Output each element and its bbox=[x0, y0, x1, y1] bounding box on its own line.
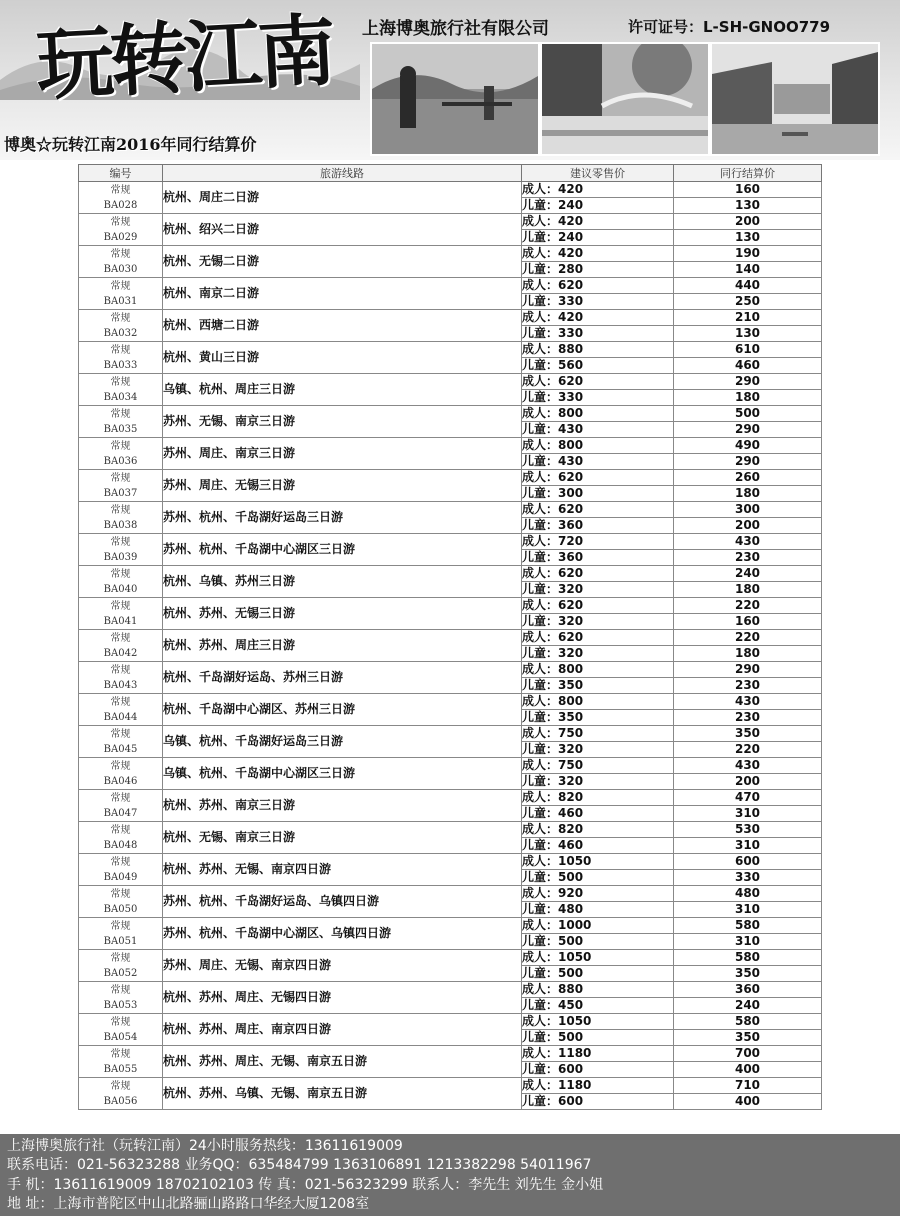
adult-retail-price: 成人：800 bbox=[522, 406, 674, 422]
child-trade-price: 230 bbox=[674, 678, 822, 694]
route-type: 常规 bbox=[110, 504, 131, 516]
child-trade-price: 290 bbox=[674, 454, 822, 470]
adult-retail-price: 成人：620 bbox=[522, 502, 674, 518]
route-code bbox=[79, 1078, 163, 1110]
route-type: 常规 bbox=[110, 472, 131, 484]
route-type: 常规 bbox=[110, 792, 131, 804]
route-code bbox=[79, 246, 163, 278]
adult-retail-price: 成人：420 bbox=[522, 182, 674, 198]
header-code: 编号 bbox=[79, 165, 163, 182]
adult-trade-price: 430 bbox=[674, 758, 822, 774]
route-name: 杭州、苏州、南京三日游 bbox=[163, 790, 522, 822]
child-trade-price: 350 bbox=[674, 1030, 822, 1046]
route-name: 杭州、乌镇、苏州三日游 bbox=[163, 566, 522, 598]
route-name: 杭州、苏州、乌镇、无锡、南京五日游 bbox=[163, 1078, 522, 1110]
adult-trade-price: 160 bbox=[674, 182, 822, 198]
child-trade-price: 160 bbox=[674, 614, 822, 630]
child-trade-price: 350 bbox=[674, 966, 822, 982]
route-name: 苏州、杭州、千岛湖好运岛三日游 bbox=[163, 502, 522, 534]
table-row bbox=[79, 246, 822, 262]
route-name: 苏州、周庄、无锡三日游 bbox=[163, 470, 522, 502]
adult-trade-price: 530 bbox=[674, 822, 822, 838]
route-name: 杭州、南京二日游 bbox=[163, 278, 522, 310]
route-code bbox=[79, 502, 163, 534]
route-code bbox=[79, 182, 163, 214]
route-id: BA029 bbox=[103, 231, 138, 243]
route-id: BA039 bbox=[103, 551, 138, 563]
child-retail-price: 儿童：320 bbox=[522, 742, 674, 758]
table-row bbox=[79, 438, 822, 454]
table-row bbox=[79, 534, 822, 550]
route-id: BA042 bbox=[103, 647, 138, 659]
adult-retail-price: 成人：1180 bbox=[522, 1078, 674, 1094]
route-name: 杭州、西塘二日游 bbox=[163, 310, 522, 342]
route-type: 常规 bbox=[110, 696, 131, 708]
route-code bbox=[79, 566, 163, 598]
adult-retail-price: 成人：620 bbox=[522, 278, 674, 294]
route-id: BA054 bbox=[103, 1031, 138, 1043]
child-trade-price: 200 bbox=[674, 774, 822, 790]
route-code bbox=[79, 982, 163, 1014]
adult-retail-price: 成人：620 bbox=[522, 470, 674, 486]
child-trade-price: 130 bbox=[674, 198, 822, 214]
route-code bbox=[79, 726, 163, 758]
adult-retail-price: 成人：420 bbox=[522, 246, 674, 262]
route-id: BA033 bbox=[103, 359, 138, 371]
table-row bbox=[79, 1046, 822, 1062]
footer-address: 地 址：上海市普陀区中山北路骊山路路口华经大厦1208室 bbox=[7, 1196, 370, 1212]
adult-retail-price: 成人：620 bbox=[522, 566, 674, 582]
adult-retail-price: 成人：820 bbox=[522, 790, 674, 806]
route-id: BA032 bbox=[103, 327, 138, 339]
table-row bbox=[79, 406, 822, 422]
child-trade-price: 290 bbox=[674, 422, 822, 438]
table-row bbox=[79, 694, 822, 710]
route-type: 常规 bbox=[110, 760, 131, 772]
route-id: BA053 bbox=[103, 999, 138, 1011]
child-trade-price: 240 bbox=[674, 998, 822, 1014]
adult-retail-price: 成人：800 bbox=[522, 694, 674, 710]
child-retail-price: 儿童：430 bbox=[522, 422, 674, 438]
table-row bbox=[79, 662, 822, 678]
header-trade: 同行结算价 bbox=[674, 165, 822, 182]
route-id: BA041 bbox=[103, 615, 138, 627]
adult-retail-price: 成人：1050 bbox=[522, 1014, 674, 1030]
route-name: 苏州、无锡、南京三日游 bbox=[163, 406, 522, 438]
route-type: 常规 bbox=[110, 408, 131, 420]
route-type: 常规 bbox=[110, 568, 131, 580]
child-trade-price: 140 bbox=[674, 262, 822, 278]
child-retail-price: 儿童：500 bbox=[522, 966, 674, 982]
child-trade-price: 400 bbox=[674, 1094, 822, 1110]
table-header-row bbox=[79, 165, 822, 182]
adult-trade-price: 200 bbox=[674, 214, 822, 230]
route-code bbox=[79, 374, 163, 406]
route-id: BA052 bbox=[103, 967, 138, 979]
adult-trade-price: 610 bbox=[674, 342, 822, 358]
table-row bbox=[79, 214, 822, 230]
adult-retail-price: 成人：1000 bbox=[522, 918, 674, 934]
route-code bbox=[79, 854, 163, 886]
adult-trade-price: 350 bbox=[674, 726, 822, 742]
child-trade-price: 180 bbox=[674, 582, 822, 598]
adult-retail-price: 成人：420 bbox=[522, 310, 674, 326]
table-row bbox=[79, 950, 822, 966]
route-id: BA048 bbox=[103, 839, 138, 851]
child-retail-price: 儿童：330 bbox=[522, 390, 674, 406]
child-trade-price: 310 bbox=[674, 838, 822, 854]
table-row bbox=[79, 726, 822, 742]
route-name: 杭州、苏州、周庄、无锡四日游 bbox=[163, 982, 522, 1014]
route-name: 杭州、周庄二日游 bbox=[163, 182, 522, 214]
adult-retail-price: 成人：620 bbox=[522, 630, 674, 646]
child-retail-price: 儿童：460 bbox=[522, 838, 674, 854]
route-name: 苏州、周庄、无锡、南京四日游 bbox=[163, 950, 522, 982]
route-type: 常规 bbox=[110, 824, 131, 836]
adult-trade-price: 490 bbox=[674, 438, 822, 454]
route-type: 常规 bbox=[110, 376, 131, 388]
route-id: BA051 bbox=[103, 935, 138, 947]
route-name: 苏州、杭州、千岛湖中心湖区三日游 bbox=[163, 534, 522, 566]
route-code bbox=[79, 278, 163, 310]
route-type: 常规 bbox=[110, 536, 131, 548]
adult-retail-price: 成人：720 bbox=[522, 534, 674, 550]
contact-footer bbox=[0, 1134, 900, 1216]
child-retail-price: 儿童：560 bbox=[522, 358, 674, 374]
route-type: 常规 bbox=[110, 280, 131, 292]
adult-retail-price: 成人：800 bbox=[522, 662, 674, 678]
footer-phone-qq: 联系电话：021-56323288 业务QQ：635484799 1363106891 1213382298 54011967 bbox=[7, 1157, 592, 1173]
child-trade-price: 180 bbox=[674, 646, 822, 662]
adult-trade-price: 470 bbox=[674, 790, 822, 806]
child-retail-price: 儿童：320 bbox=[522, 646, 674, 662]
child-trade-price: 130 bbox=[674, 326, 822, 342]
route-name: 苏州、杭州、千岛湖中心湖区、乌镇四日游 bbox=[163, 918, 522, 950]
adult-trade-price: 430 bbox=[674, 694, 822, 710]
child-trade-price: 310 bbox=[674, 902, 822, 918]
child-trade-price: 460 bbox=[674, 358, 822, 374]
route-id: BA049 bbox=[103, 871, 138, 883]
route-code bbox=[79, 406, 163, 438]
route-type: 常规 bbox=[110, 312, 131, 324]
route-id: BA037 bbox=[103, 487, 138, 499]
child-retail-price: 儿童：320 bbox=[522, 774, 674, 790]
adult-trade-price: 580 bbox=[674, 1014, 822, 1030]
route-name: 苏州、周庄、南京三日游 bbox=[163, 438, 522, 470]
route-code bbox=[79, 1014, 163, 1046]
route-type: 常规 bbox=[110, 344, 131, 356]
table-body bbox=[79, 182, 822, 1110]
adult-retail-price: 成人：1050 bbox=[522, 950, 674, 966]
route-name: 杭州、苏州、无锡、南京四日游 bbox=[163, 854, 522, 886]
adult-retail-price: 成人：880 bbox=[522, 342, 674, 358]
route-id: BA046 bbox=[103, 775, 138, 787]
brand-logo: 玩转江南 bbox=[33, 5, 335, 112]
route-type: 常规 bbox=[110, 952, 131, 964]
adult-trade-price: 260 bbox=[674, 470, 822, 486]
photo-west-lake-pagodas bbox=[370, 42, 540, 156]
child-trade-price: 310 bbox=[674, 806, 822, 822]
adult-trade-price: 500 bbox=[674, 406, 822, 422]
route-name: 乌镇、杭州、千岛湖好运岛三日游 bbox=[163, 726, 522, 758]
footer-mobile-fax: 手 机：13611619009 18702102103 传 真：021-56323299 联系人：李先生 刘先生 金小姐 bbox=[7, 1177, 604, 1193]
header-banner bbox=[0, 0, 900, 160]
route-id: BA044 bbox=[103, 711, 138, 723]
route-id: BA056 bbox=[103, 1095, 138, 1107]
adult-trade-price: 480 bbox=[674, 886, 822, 902]
child-retail-price: 儿童：330 bbox=[522, 326, 674, 342]
table-row bbox=[79, 1078, 822, 1094]
route-name: 乌镇、杭州、千岛湖中心湖区三日游 bbox=[163, 758, 522, 790]
child-trade-price: 330 bbox=[674, 870, 822, 886]
photo-water-town-bridge bbox=[540, 42, 710, 156]
route-id: BA040 bbox=[103, 583, 138, 595]
child-trade-price: 310 bbox=[674, 934, 822, 950]
adult-retail-price: 成人：880 bbox=[522, 982, 674, 998]
adult-retail-price: 成人：1050 bbox=[522, 854, 674, 870]
route-id: BA031 bbox=[103, 295, 138, 307]
child-trade-price: 220 bbox=[674, 742, 822, 758]
route-type: 常规 bbox=[110, 664, 131, 676]
route-name: 杭州、无锡、南京三日游 bbox=[163, 822, 522, 854]
adult-retail-price: 成人：420 bbox=[522, 214, 674, 230]
route-code bbox=[79, 886, 163, 918]
table-row bbox=[79, 1014, 822, 1030]
child-retail-price: 儿童：360 bbox=[522, 518, 674, 534]
route-code bbox=[79, 758, 163, 790]
child-trade-price: 250 bbox=[674, 294, 822, 310]
route-type: 常规 bbox=[110, 1080, 131, 1092]
child-trade-price: 400 bbox=[674, 1062, 822, 1078]
table-row bbox=[79, 374, 822, 390]
route-type: 常规 bbox=[110, 856, 131, 868]
route-type: 常规 bbox=[110, 440, 131, 452]
child-retail-price: 儿童：500 bbox=[522, 870, 674, 886]
child-retail-price: 儿童：460 bbox=[522, 806, 674, 822]
route-code bbox=[79, 342, 163, 374]
child-retail-price: 儿童：240 bbox=[522, 230, 674, 246]
child-retail-price: 儿童：500 bbox=[522, 1030, 674, 1046]
header-route: 旅游线路 bbox=[163, 165, 522, 182]
adult-trade-price: 210 bbox=[674, 310, 822, 326]
route-type: 常规 bbox=[110, 632, 131, 644]
child-retail-price: 儿童：320 bbox=[522, 614, 674, 630]
adult-trade-price: 580 bbox=[674, 918, 822, 934]
route-id: BA030 bbox=[103, 263, 138, 275]
adult-trade-price: 220 bbox=[674, 598, 822, 614]
child-trade-price: 180 bbox=[674, 390, 822, 406]
route-name: 杭州、无锡二日游 bbox=[163, 246, 522, 278]
child-trade-price: 130 bbox=[674, 230, 822, 246]
route-name: 杭州、千岛湖中心湖区、苏州三日游 bbox=[163, 694, 522, 726]
route-code bbox=[79, 662, 163, 694]
route-type: 常规 bbox=[110, 1048, 131, 1060]
adult-trade-price: 220 bbox=[674, 630, 822, 646]
adult-trade-price: 290 bbox=[674, 374, 822, 390]
route-name: 杭州、绍兴二日游 bbox=[163, 214, 522, 246]
child-retail-price: 儿童：350 bbox=[522, 678, 674, 694]
adult-trade-price: 710 bbox=[674, 1078, 822, 1094]
route-type: 常规 bbox=[110, 984, 131, 996]
license-number: 许可证号：L-SH-GNOO779 bbox=[628, 18, 831, 36]
route-code bbox=[79, 950, 163, 982]
route-code bbox=[79, 1046, 163, 1078]
table-row bbox=[79, 630, 822, 646]
child-retail-price: 儿童：600 bbox=[522, 1062, 674, 1078]
table-row bbox=[79, 342, 822, 358]
route-code bbox=[79, 790, 163, 822]
table-row bbox=[79, 310, 822, 326]
child-retail-price: 儿童：320 bbox=[522, 582, 674, 598]
route-type: 常规 bbox=[110, 920, 131, 932]
route-code bbox=[79, 630, 163, 662]
adult-retail-price: 成人：750 bbox=[522, 726, 674, 742]
route-code bbox=[79, 694, 163, 726]
adult-retail-price: 成人：620 bbox=[522, 374, 674, 390]
child-retail-price: 儿童：280 bbox=[522, 262, 674, 278]
adult-trade-price: 360 bbox=[674, 982, 822, 998]
adult-trade-price: 700 bbox=[674, 1046, 822, 1062]
adult-trade-price: 580 bbox=[674, 950, 822, 966]
route-id: BA038 bbox=[103, 519, 138, 531]
route-name: 杭州、苏州、无锡三日游 bbox=[163, 598, 522, 630]
route-name: 杭州、苏州、周庄、无锡、南京五日游 bbox=[163, 1046, 522, 1078]
route-type: 常规 bbox=[110, 888, 131, 900]
child-retail-price: 儿童：300 bbox=[522, 486, 674, 502]
header-retail: 建议零售价 bbox=[522, 165, 674, 182]
adult-trade-price: 190 bbox=[674, 246, 822, 262]
table-row bbox=[79, 278, 822, 294]
company-name: 上海博奥旅行社有限公司 bbox=[362, 19, 549, 39]
child-trade-price: 230 bbox=[674, 710, 822, 726]
adult-retail-price: 成人：820 bbox=[522, 822, 674, 838]
adult-trade-price: 240 bbox=[674, 566, 822, 582]
child-retail-price: 儿童：600 bbox=[522, 1094, 674, 1110]
table-row bbox=[79, 918, 822, 934]
adult-trade-price: 430 bbox=[674, 534, 822, 550]
table-row bbox=[79, 758, 822, 774]
adult-retail-price: 成人：1180 bbox=[522, 1046, 674, 1062]
adult-trade-price: 300 bbox=[674, 502, 822, 518]
route-id: BA034 bbox=[103, 391, 138, 403]
route-code bbox=[79, 438, 163, 470]
route-type: 常规 bbox=[110, 248, 131, 260]
child-retail-price: 儿童：500 bbox=[522, 934, 674, 950]
route-type: 常规 bbox=[110, 184, 131, 196]
child-trade-price: 180 bbox=[674, 486, 822, 502]
route-name: 乌镇、杭州、周庄三日游 bbox=[163, 374, 522, 406]
route-id: BA043 bbox=[103, 679, 138, 691]
route-code bbox=[79, 822, 163, 854]
route-id: BA036 bbox=[103, 455, 138, 467]
table-row bbox=[79, 182, 822, 198]
child-retail-price: 儿童：450 bbox=[522, 998, 674, 1014]
adult-retail-price: 成人：920 bbox=[522, 886, 674, 902]
route-code bbox=[79, 598, 163, 630]
route-code bbox=[79, 918, 163, 950]
route-type: 常规 bbox=[110, 600, 131, 612]
adult-trade-price: 290 bbox=[674, 662, 822, 678]
adult-retail-price: 成人：620 bbox=[522, 598, 674, 614]
route-code bbox=[79, 470, 163, 502]
photo-canal-houses bbox=[710, 42, 880, 156]
table-row bbox=[79, 598, 822, 614]
page-subtitle: 博奥☆玩转江南2016年同行结算价 bbox=[4, 135, 257, 154]
route-code bbox=[79, 214, 163, 246]
route-name: 苏州、杭州、千岛湖好运岛、乌镇四日游 bbox=[163, 886, 522, 918]
route-id: BA050 bbox=[103, 903, 138, 915]
child-trade-price: 230 bbox=[674, 550, 822, 566]
route-id: BA055 bbox=[103, 1063, 138, 1075]
route-code bbox=[79, 534, 163, 566]
route-name: 杭州、千岛湖好运岛、苏州三日游 bbox=[163, 662, 522, 694]
adult-retail-price: 成人：800 bbox=[522, 438, 674, 454]
table-row bbox=[79, 982, 822, 998]
table-row bbox=[79, 566, 822, 582]
table-row bbox=[79, 790, 822, 806]
route-id: BA047 bbox=[103, 807, 138, 819]
route-type: 常规 bbox=[110, 1016, 131, 1028]
route-id: BA035 bbox=[103, 423, 138, 435]
route-id: BA045 bbox=[103, 743, 138, 755]
child-retail-price: 儿童：350 bbox=[522, 710, 674, 726]
route-name: 杭州、苏州、周庄三日游 bbox=[163, 630, 522, 662]
child-retail-price: 儿童：330 bbox=[522, 294, 674, 310]
route-code bbox=[79, 310, 163, 342]
adult-retail-price: 成人：750 bbox=[522, 758, 674, 774]
footer-hotline: 上海博奥旅行社（玩转江南）24小时服务热线：13611619009 bbox=[7, 1138, 403, 1154]
child-trade-price: 200 bbox=[674, 518, 822, 534]
table-row bbox=[79, 502, 822, 518]
child-retail-price: 儿童：480 bbox=[522, 902, 674, 918]
table-row bbox=[79, 822, 822, 838]
route-name: 杭州、黄山三日游 bbox=[163, 342, 522, 374]
route-type: 常规 bbox=[110, 728, 131, 740]
route-name: 杭州、苏州、周庄、南京四日游 bbox=[163, 1014, 522, 1046]
table-row bbox=[79, 470, 822, 486]
route-type: 常规 bbox=[110, 216, 131, 228]
child-retail-price: 儿童：430 bbox=[522, 454, 674, 470]
child-retail-price: 儿童：360 bbox=[522, 550, 674, 566]
child-retail-price: 儿童：240 bbox=[522, 198, 674, 214]
adult-trade-price: 600 bbox=[674, 854, 822, 870]
table-row bbox=[79, 886, 822, 902]
table-row bbox=[79, 854, 822, 870]
adult-trade-price: 440 bbox=[674, 278, 822, 294]
route-id: BA028 bbox=[103, 199, 138, 211]
price-table bbox=[78, 164, 822, 1110]
